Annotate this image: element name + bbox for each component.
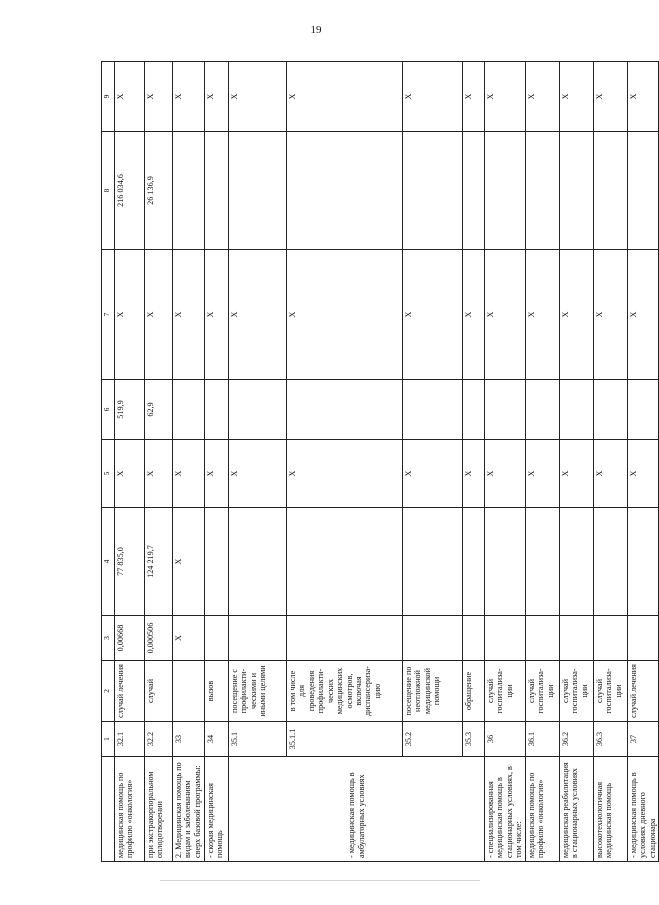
table-row (485, 62, 526, 862)
row-cell-5: X (287, 440, 403, 508)
row-cell-3 (525, 616, 559, 661)
row-description: - медицинская помощь в условиях дневного стационара (627, 757, 658, 862)
row-cell-5: X (463, 440, 485, 508)
row-cell-6 (229, 380, 287, 440)
header-cell: 2 (102, 661, 115, 722)
row-cell-5: X (229, 440, 287, 508)
row-cell-6: 519,9 (115, 380, 145, 440)
row-cell-3 (559, 616, 593, 661)
page-number: 19 (310, 24, 322, 36)
row-cell-5: X (627, 440, 658, 508)
row-cell-5: X (173, 440, 205, 508)
row-unit: случай лечения (627, 661, 658, 722)
row-code: 37 (627, 722, 658, 757)
table-row (525, 62, 559, 862)
row-cell-7: X (525, 250, 559, 380)
row-unit: посещение с профилакти-ческими и иными целями (229, 661, 287, 722)
row-code: 35.1 (229, 722, 287, 757)
row-cell-5: X (205, 440, 229, 508)
row-cell-9: X (525, 62, 559, 132)
row-cell-4 (205, 508, 229, 616)
row-unit: посещение по неотложной медицинской помощи (403, 661, 463, 722)
row-unit: обращение (463, 661, 485, 722)
row-code: 36.2 (559, 722, 593, 757)
row-code: 36.1 (525, 722, 559, 757)
row-cell-8 (287, 132, 403, 250)
row-cell-7: X (145, 250, 173, 380)
row-cell-5: X (403, 440, 463, 508)
table-row (559, 62, 593, 862)
row-cell-7: X (403, 250, 463, 380)
row-cell-4 (463, 508, 485, 616)
row-cell-6 (525, 380, 559, 440)
row-cell-3 (229, 616, 287, 661)
row-cell-6 (403, 380, 463, 440)
row-cell-6 (627, 380, 658, 440)
row-cell-7: X (559, 250, 593, 380)
row-cell-3 (593, 616, 627, 661)
table-row (229, 62, 287, 862)
row-description: медицинская реабилитация в стационарных условиях (559, 757, 593, 862)
row-description: медицинская помощь по профилю «онкология» (525, 757, 559, 862)
row-description: медицинская помощь по профилю «онкология» (115, 757, 145, 862)
row-cell-9: X (593, 62, 627, 132)
row-cell-8 (525, 132, 559, 250)
row-cell-8: 26 136,9 (145, 132, 173, 250)
row-cell-9: X (403, 62, 463, 132)
row-cell-6 (485, 380, 526, 440)
row-cell-9: X (463, 62, 485, 132)
row-cell-9: X (627, 62, 658, 132)
table-row (627, 62, 658, 862)
header-cell: 4 (102, 508, 115, 616)
row-code: 35.1.1 (287, 722, 403, 757)
table-row (463, 62, 485, 862)
row-cell-9: X (287, 62, 403, 132)
row-cell-9: X (205, 62, 229, 132)
row-cell-3 (403, 616, 463, 661)
row-cell-3 (485, 616, 526, 661)
row-cell-7: X (205, 250, 229, 380)
row-cell-4 (287, 508, 403, 616)
row-cell-8 (627, 132, 658, 250)
header-cell-desc (102, 757, 115, 862)
row-cell-9: X (485, 62, 526, 132)
row-cell-3 (463, 616, 485, 661)
row-cell-8 (463, 132, 485, 250)
header-cell: 6 (102, 380, 115, 440)
row-cell-8 (173, 132, 205, 250)
row-unit: случай госпитализа-ции (593, 661, 627, 722)
row-description: при экстракорпоральном оплодотворении (145, 757, 173, 862)
row-cell-4 (229, 508, 287, 616)
row-cell-4: X (173, 508, 205, 616)
row-cell-9: X (229, 62, 287, 132)
row-cell-6 (287, 380, 403, 440)
row-cell-4 (485, 508, 526, 616)
row-cell-8: 216 034,6 (115, 132, 145, 250)
row-unit: случай лечения (115, 661, 145, 722)
row-cell-4: 124 219,7 (145, 508, 173, 616)
row-cell-5: X (485, 440, 526, 508)
row-unit: случай госпитализа-ции (559, 661, 593, 722)
row-cell-3: 0,00668 (115, 616, 145, 661)
row-cell-5: X (115, 440, 145, 508)
row-code: 34 (205, 722, 229, 757)
header-cell: 5 (102, 440, 115, 508)
row-cell-8 (559, 132, 593, 250)
header-cell: 8 (102, 132, 115, 250)
row-cell-3: 0,000506 (145, 616, 173, 661)
row-cell-6 (463, 380, 485, 440)
row-cell-6 (593, 380, 627, 440)
row-unit: в том числе для проведения профилакти-ческих медицинских осмотров, включая диспансериза-цию (287, 661, 403, 722)
row-cell-9: X (173, 62, 205, 132)
row-cell-3 (205, 616, 229, 661)
row-cell-4 (593, 508, 627, 616)
row-code: 35.2 (403, 722, 463, 757)
row-description: высокотехнологичная медицинская помощь (593, 757, 627, 862)
row-cell-9: X (145, 62, 173, 132)
row-unit: случай госпитализа-ции (485, 661, 526, 722)
row-unit (173, 661, 205, 722)
row-unit: случай госпитализа-ции (525, 661, 559, 722)
row-cell-8 (403, 132, 463, 250)
row-cell-4 (525, 508, 559, 616)
row-cell-9: X (115, 62, 145, 132)
row-cell-4 (627, 508, 658, 616)
table-frame (101, 62, 657, 862)
table-row (287, 62, 403, 862)
row-cell-3 (627, 616, 658, 661)
row-cell-5: X (525, 440, 559, 508)
header-cell: 7 (102, 250, 115, 380)
row-cell-4 (559, 508, 593, 616)
table-row (205, 62, 229, 862)
row-code: 35.3 (463, 722, 485, 757)
row-cell-7: X (593, 250, 627, 380)
row-cell-3 (287, 616, 403, 661)
table-row (145, 62, 173, 862)
row-description: - специализированная медицинская помощь в стационарных условиях, в том числе: (485, 757, 526, 862)
data-table (101, 61, 659, 862)
row-unit: вызов (205, 661, 229, 722)
row-description: 2. Медицинская помощь по видам и заболеваниям сверх базовой программы: (173, 757, 205, 862)
row-cell-5: X (559, 440, 593, 508)
row-code: 36.3 (593, 722, 627, 757)
row-cell-8 (205, 132, 229, 250)
row-cell-3: X (173, 616, 205, 661)
table-row (403, 62, 463, 862)
table-row (593, 62, 627, 862)
header-cell: 1 (102, 722, 115, 757)
row-cell-7: X (463, 250, 485, 380)
row-code: 36 (485, 722, 526, 757)
row-unit: случай (145, 661, 173, 722)
row-cell-6: 62,9 (145, 380, 173, 440)
header-row (102, 62, 115, 862)
row-cell-5: X (145, 440, 173, 508)
header-cell: 9 (102, 62, 115, 132)
table-row (115, 62, 145, 862)
row-cell-8 (593, 132, 627, 250)
row-cell-8 (229, 132, 287, 250)
table-row (173, 62, 205, 862)
row-cell-5: X (593, 440, 627, 508)
row-cell-7: X (287, 250, 403, 380)
row-cell-6 (205, 380, 229, 440)
row-cell-8 (485, 132, 526, 250)
row-cell-7: X (627, 250, 658, 380)
row-cell-7: X (115, 250, 145, 380)
scan-artifact-line (160, 880, 480, 881)
row-cell-4: 77 835,0 (115, 508, 145, 616)
rotated-table-wrapper (101, 62, 657, 862)
row-code: 33 (173, 722, 205, 757)
row-cell-7: X (173, 250, 205, 380)
row-code: 32.2 (145, 722, 173, 757)
row-description: - медицинская помощь в амбулаторных условиях (229, 757, 485, 862)
row-cell-7: X (229, 250, 287, 380)
row-cell-9: X (559, 62, 593, 132)
row-cell-4 (403, 508, 463, 616)
row-cell-7: X (485, 250, 526, 380)
header-cell: 3 (102, 616, 115, 661)
row-code: 32.1 (115, 722, 145, 757)
row-description: - скорая медицинская помощь (205, 757, 229, 862)
row-cell-6 (173, 380, 205, 440)
row-cell-6 (559, 380, 593, 440)
